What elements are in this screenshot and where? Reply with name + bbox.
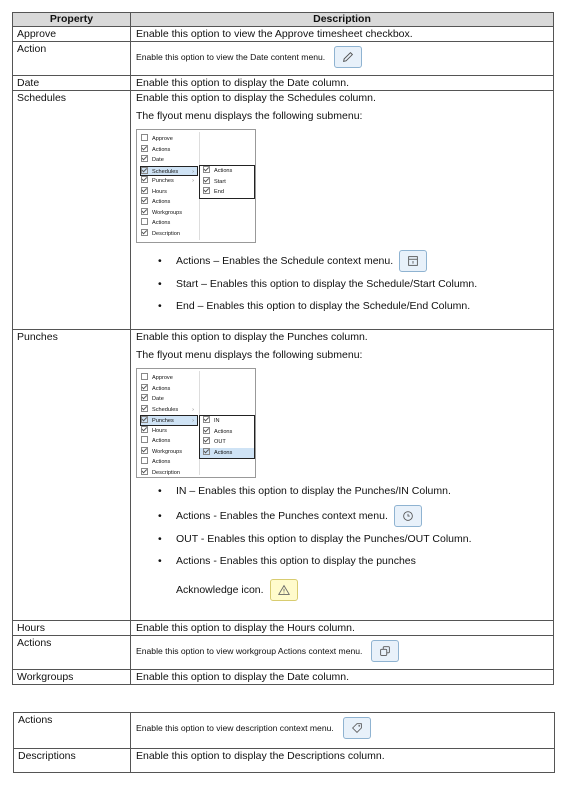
menu-item[interactable]: Actions	[141, 218, 197, 229]
menu-item[interactable]: Approve	[141, 134, 197, 145]
flyout-caption: The flyout menu displays the following submenu:	[136, 349, 363, 361]
description-cell: Enable this option to display the Descriptions column.	[131, 749, 555, 773]
menu-item[interactable]: Actions	[141, 457, 197, 468]
list-item: • End – Enables this option to display the Schedule/End Column.	[136, 299, 548, 313]
schedules-flyout-menu	[136, 129, 256, 243]
description-cell: Enable this option to display the Hours column.	[131, 621, 554, 636]
table-row	[13, 76, 554, 91]
checkbox-icon	[141, 394, 148, 401]
menu-item[interactable]: Punches ›	[141, 176, 197, 187]
submenu-item[interactable]: Start	[203, 177, 254, 188]
description-text: Enable this option to view description context menu.	[136, 722, 334, 733]
table-row	[13, 42, 554, 76]
checkbox-icon	[203, 166, 210, 173]
checkbox-icon	[141, 384, 148, 391]
description-text: Enable this option to view the Date content menu.	[136, 51, 326, 62]
checkbox-icon	[141, 197, 148, 204]
checkbox-icon	[141, 187, 148, 194]
checkbox-icon	[141, 167, 148, 174]
list-item: • Start – Enables this option to display the Schedule/Start Column.	[136, 277, 548, 291]
checkbox-icon	[141, 229, 148, 236]
table-row	[13, 91, 554, 330]
checkbox-icon	[203, 427, 210, 434]
description-text: Enable this option to display the Punches column.	[136, 331, 368, 343]
list-item-continuation: Acknowledge icon.	[136, 578, 548, 602]
header-description: Description	[131, 13, 554, 27]
properties-table	[12, 12, 554, 685]
properties-table-continued	[13, 712, 555, 773]
clock-icon[interactable]	[394, 505, 422, 527]
property-cell: Action	[13, 42, 131, 76]
property-cell: Workgroups	[13, 670, 131, 685]
menu-item[interactable]: Workgroups	[141, 447, 197, 458]
property-cell: Schedules	[13, 91, 131, 330]
table-row	[14, 749, 555, 773]
table-row	[13, 27, 554, 42]
table-row	[13, 330, 554, 621]
header-property: Property	[13, 13, 131, 27]
list-item: • OUT - Enables this option to display the Punches/OUT Column.	[136, 532, 548, 546]
table-row	[13, 621, 554, 636]
checkbox-icon	[141, 373, 148, 380]
calendar-icon[interactable]	[399, 250, 427, 272]
chevron-right-icon: ›	[192, 406, 194, 413]
description-cell	[131, 636, 554, 670]
table-header	[13, 13, 554, 27]
property-cell: Punches	[13, 330, 131, 621]
menu-item[interactable]: Description	[141, 229, 197, 240]
checkbox-icon	[141, 416, 148, 423]
description-cell	[131, 330, 554, 621]
list-item: • IN – Enables this option to display the Punches/IN Column.	[136, 484, 548, 498]
menu-item[interactable]: Workgroups	[141, 208, 197, 219]
submenu-item[interactable]: Actions	[203, 166, 254, 177]
description-text: Enable this option to display the Schedules column.	[136, 92, 376, 104]
menu-item[interactable]: Actions	[141, 197, 197, 208]
warning-icon[interactable]	[270, 579, 298, 601]
checkbox-icon	[141, 176, 148, 183]
checkbox-icon	[203, 416, 210, 423]
menu-item[interactable]: Schedules ›	[141, 405, 197, 416]
description-cell: Enable this option to display the Date column.	[131, 670, 554, 685]
submenu-item[interactable]: Actions	[203, 427, 254, 438]
flyout-caption: The flyout menu displays the following submenu:	[136, 110, 363, 122]
checkbox-icon	[141, 457, 148, 464]
list-item: • Actions - Enables the Punches context menu.	[136, 504, 548, 528]
checkbox-icon	[141, 405, 148, 412]
description-cell: Enable this option to view the Approve timesheet checkbox.	[131, 27, 554, 42]
pencil-icon[interactable]	[334, 46, 362, 68]
menu-item[interactable]: Description	[141, 468, 197, 479]
menu-item-selected[interactable]: Schedules ›	[140, 166, 198, 177]
description-text: Enable this option to view workgroup Actions context menu.	[136, 645, 363, 656]
punches-submenu	[199, 415, 255, 459]
submenu-item[interactable]: OUT	[203, 437, 254, 448]
checkbox-icon	[141, 218, 148, 225]
property-cell: Actions	[13, 636, 131, 670]
menu-item-selected[interactable]: Punches ›	[140, 415, 198, 426]
property-cell: Hours	[13, 621, 131, 636]
checkbox-icon	[141, 468, 148, 475]
menu-item[interactable]: Date	[141, 155, 197, 166]
chevron-right-icon: ›	[192, 178, 194, 184]
menu-item[interactable]: Actions	[141, 436, 197, 447]
checkbox-icon	[141, 447, 148, 454]
checkbox-icon	[203, 177, 210, 184]
menu-item[interactable]: Approve	[141, 373, 197, 384]
chevron-right-icon: ›	[192, 418, 194, 424]
menu-item[interactable]: Date	[141, 394, 197, 405]
property-cell: Actions	[14, 713, 131, 749]
menu-item[interactable]: Actions	[141, 145, 197, 156]
description-cell	[131, 91, 554, 330]
tag-icon[interactable]	[343, 717, 371, 739]
table-row	[14, 713, 555, 749]
menu-item[interactable]: Hours	[141, 187, 197, 198]
punches-flyout-menu	[136, 368, 256, 478]
checkbox-icon	[203, 187, 210, 194]
checkbox-icon	[141, 208, 148, 215]
schedules-submenu	[199, 165, 255, 199]
table-row	[13, 636, 554, 670]
description-cell	[131, 42, 554, 76]
description-cell: Enable this option to display the Date column.	[131, 76, 554, 91]
menu-item[interactable]: Hours	[141, 426, 197, 437]
checkbox-icon	[141, 436, 148, 443]
submenu-item[interactable]: End	[203, 187, 254, 198]
checkbox-icon	[203, 448, 210, 455]
property-cell: Descriptions	[14, 749, 131, 773]
submenu-item[interactable]: IN	[203, 416, 254, 427]
list-item: • Actions – Enables the Schedule context menu.	[136, 249, 548, 273]
table-row	[13, 670, 554, 685]
description-cell	[131, 713, 555, 749]
checkbox-icon	[141, 155, 148, 162]
checkbox-icon	[141, 145, 148, 152]
copy-icon[interactable]	[371, 640, 399, 662]
property-cell: Approve	[13, 27, 131, 42]
chevron-right-icon: ›	[192, 168, 194, 175]
property-cell: Date	[13, 76, 131, 91]
submenu-item-highlighted[interactable]: Actions	[200, 448, 254, 459]
checkbox-icon	[203, 437, 210, 444]
checkbox-icon	[141, 134, 148, 141]
checkbox-icon	[141, 426, 148, 433]
menu-item[interactable]: Actions	[141, 384, 197, 395]
list-item: • Actions - Enables this option to display the punches	[136, 554, 548, 568]
